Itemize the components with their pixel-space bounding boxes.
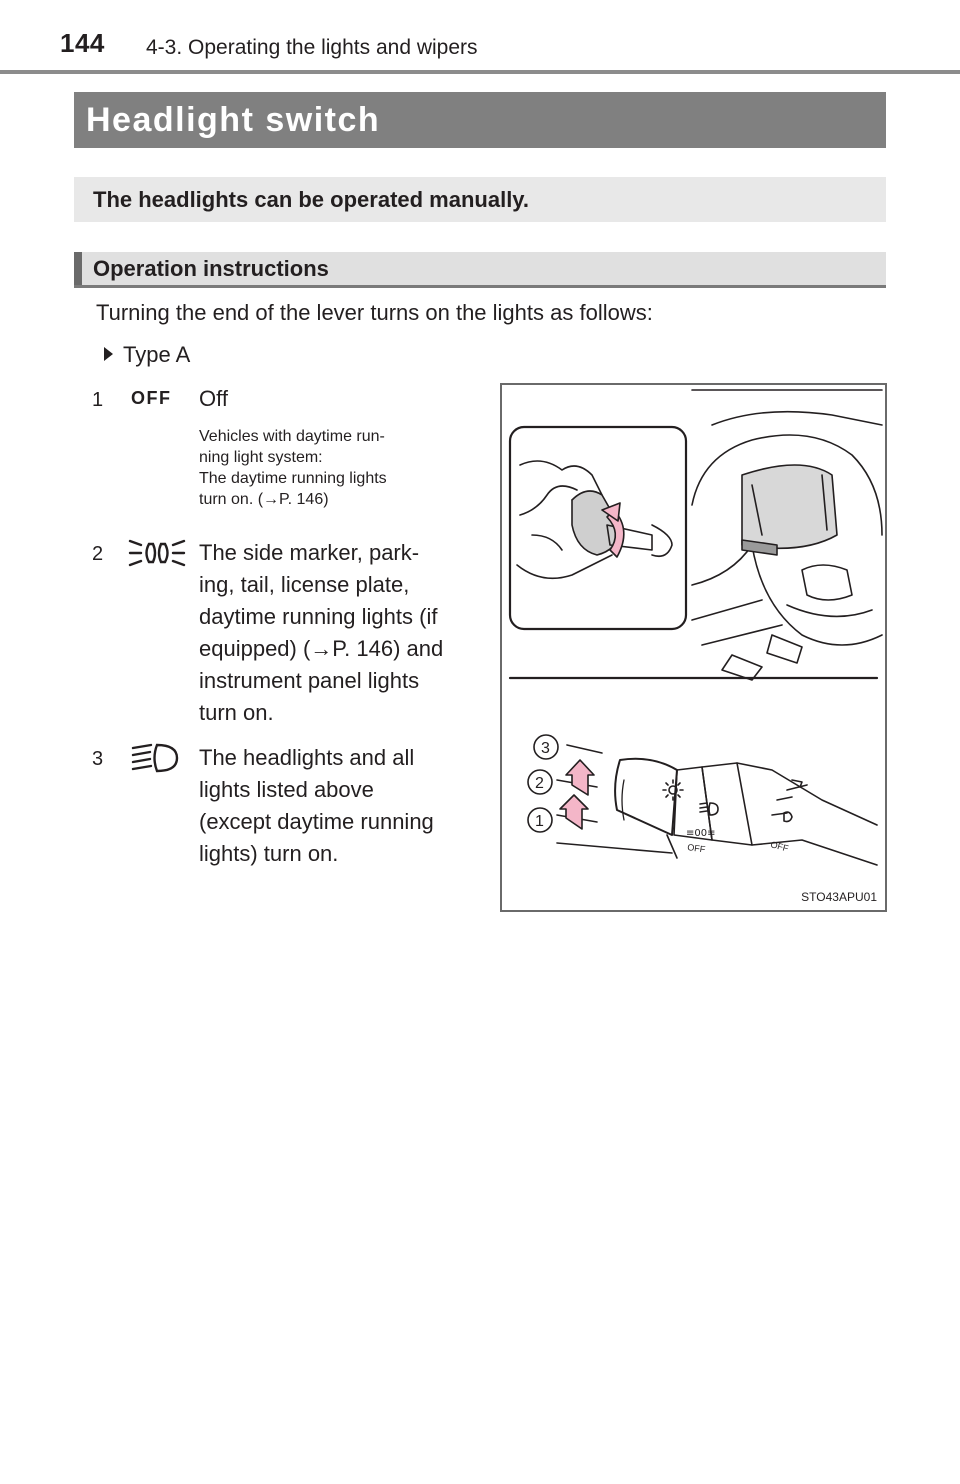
item-1-note-line: Vehicles with daytime run-	[199, 428, 385, 445]
item-1-note	[199, 426, 478, 510]
subsection-heading-bar	[74, 252, 82, 285]
svg-text:OFF: OFF	[686, 842, 706, 855]
type-label	[104, 342, 190, 368]
svg-text:≡00≡: ≡00≡	[686, 828, 716, 839]
figure-code: STO43APU01	[801, 890, 877, 904]
off-text-icon: OFF	[131, 388, 172, 408]
callout-1: 1	[535, 813, 544, 830]
callout-2: 2	[535, 775, 544, 792]
circled-number-2-icon	[84, 540, 110, 566]
item-3-line: The headlights and all	[199, 745, 415, 770]
item-number-1	[84, 386, 110, 418]
svg-text:2: 2	[92, 543, 104, 565]
headlight-icon	[127, 740, 181, 776]
circled-number-1-icon	[84, 386, 110, 412]
subsection-heading	[74, 252, 886, 288]
item-1-note-line: ning light system:	[199, 449, 323, 466]
item-2-line: daytime running lights (if	[199, 604, 438, 629]
svg-text:OFF: OFF	[769, 839, 790, 854]
item-2-line: equipped) (→P. 146) and	[199, 636, 444, 661]
svg-text:1: 1	[92, 389, 104, 411]
page-number: 144	[60, 28, 105, 58]
item-1-text: Off	[199, 386, 228, 411]
item-3-text	[199, 742, 478, 870]
circled-number-3-icon	[84, 745, 110, 771]
item-2-line: instrument panel lights	[199, 668, 420, 693]
headlight-switch-illustration	[500, 383, 887, 912]
parking-lights-icon	[127, 535, 187, 571]
intro-box: The headlights can be operated manually.	[74, 177, 886, 222]
header-divider	[0, 70, 960, 74]
item-1-note-line: The daytime running lights	[199, 470, 387, 487]
lead-paragraph: Turning the end of the lever turns on the lights as follows:	[96, 300, 653, 325]
chapter-title: 4-3. Operating the lights and wipers	[146, 36, 478, 59]
svg-text:3: 3	[92, 748, 104, 770]
page-header	[0, 0, 960, 76]
item-3-line: lights) turn on.	[199, 841, 339, 866]
item-number-3	[84, 745, 110, 777]
item-3-line: (except daytime running	[199, 809, 434, 834]
callout-3: 3	[541, 740, 550, 757]
item-2-line: turn on.	[199, 700, 274, 725]
item-2-text	[199, 537, 478, 729]
item-1-note-line: turn on. (→P. 146)	[199, 491, 329, 508]
type-label-text: Type A	[123, 342, 191, 367]
item-2-line: ing, tail, license plate,	[199, 572, 410, 597]
subsection-title: Operation instructions	[93, 256, 329, 281]
item-2-line: The side marker, park-	[199, 540, 420, 565]
section-title: Headlight switch	[74, 92, 886, 148]
illustration-drawing	[502, 385, 885, 910]
item-number-2	[84, 540, 110, 572]
triangle-bullet-icon	[104, 347, 113, 361]
item-3-line: lights listed above	[199, 777, 374, 802]
